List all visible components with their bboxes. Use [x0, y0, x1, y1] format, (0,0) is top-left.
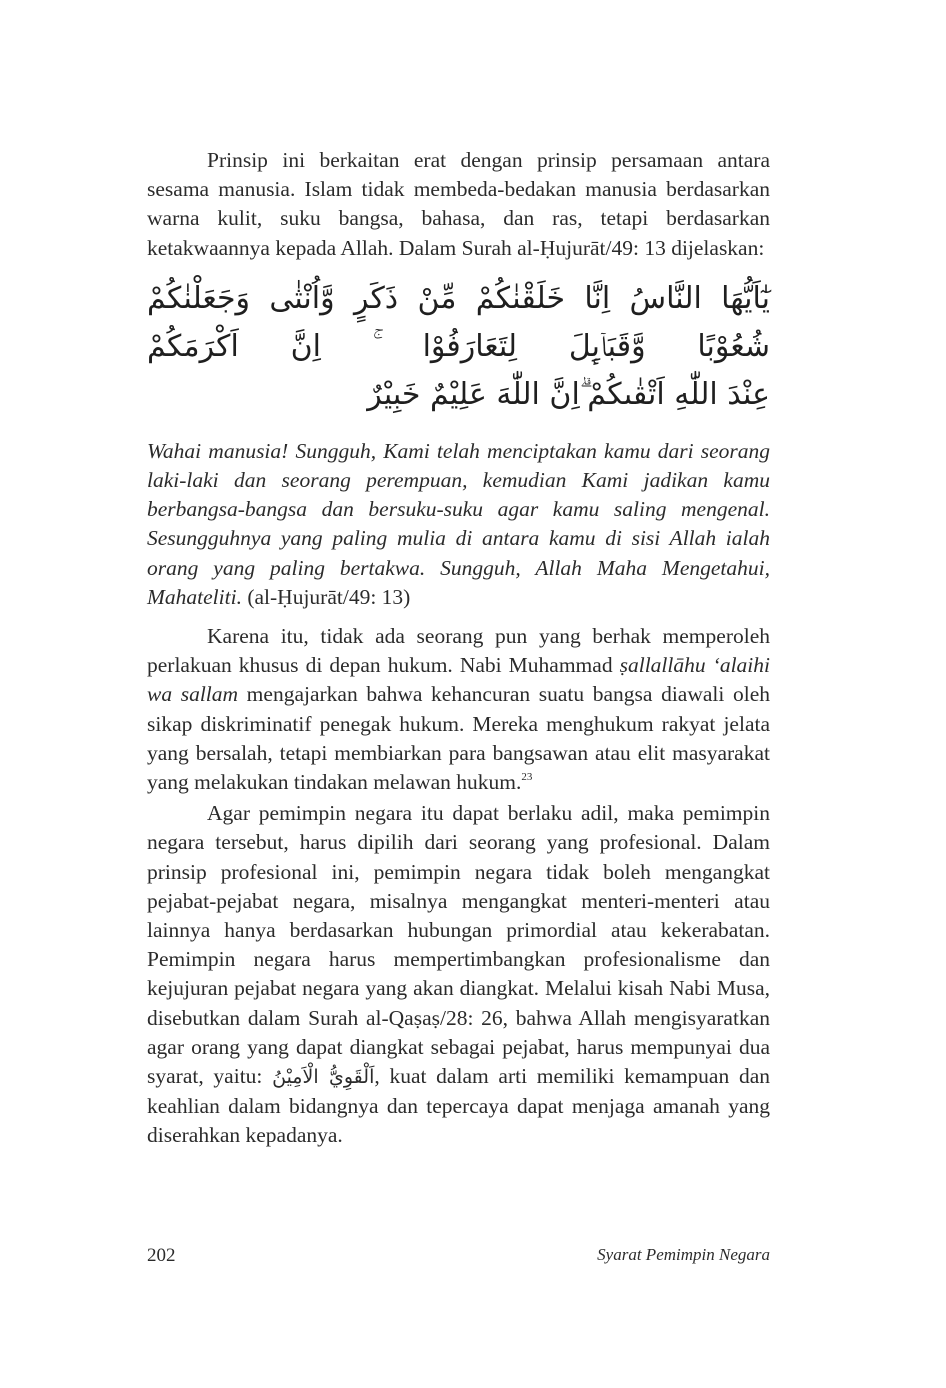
footnote-marker[interactable]: 23 — [521, 771, 533, 784]
paragraph-professional-text-1: Agar pemimpin negara itu dapat berlaku adil, maka pemimpin negara tersebut, harus dipilih dari seorang yang profesional. Dalam prinsip profesional ini, pemimpin negara tidak boleh mengangkat pejabat-pejabat negara, misalnya mengangkat menteri-menteri atau lainnya hanya berdasarkan hubungan primordial atau kekerabatan. Pemimpin negara harus mempertimbangkan profesionalisme dan kejujuran pejabat negara yang akan diangkat. Melalui kisah Nabi Musa, disebutkan dalam Surah al-Qaṣaṣ/28: 26, bahwa Allah mengisyaratkan agar orang yang dapat diangkat sebagai pejabat, harus mempunyai dua syarat, yaitu: — [147, 801, 770, 1089]
paragraph-law-text-1: Karena itu, tidak ada seorang pun yang berhak memperoleh perlakuan khusus di depan hukum. Nabi Muhammad — [147, 624, 770, 678]
verse-translation — [147, 437, 770, 612]
verse-line-1: يٰٓاَيُّهَا النَّاسُ اِنَّا خَلَقْنٰكُمْ مِّنْ ذَكَرٍ وَّاُنْثٰى وَجَعَلْنٰكُمْ شُعُوْبًا وَّقَبَاۤىِٕلَ لِتَعَارَفُوْا ۚ اِنَّ اَكْرَمَكُمْ — [147, 280, 770, 364]
arabic-term: اَلْقَوِيُّ الْاَمِيْنُ — [272, 1066, 375, 1089]
paragraph-intro: Prinsip ini berkaitan erat dengan prinsip persamaan antara sesama manusia. Islam tidak membeda-bedakan manusia berdasarkan warna kulit, suku bangsa, bahasa, dan ras, tetapi berdasarkan ketakwaannya kepada Allah. Dalam Surah al-Ḥujurāt/49: 13 dijelaskan: — [147, 148, 770, 260]
running-title: Syarat Pemimpin Negara — [597, 1245, 770, 1264]
paragraph-law-text-2: mengajarkan bahwa kehancuran suatu bangsa diawali oleh sikap diskriminatif penegak hukum. Mereka menghukum rakyat jelata yang bersalah, tetapi membiarkan para bangsawan atau elit masyarakat yang melakukan tindakan melawan hukum. — [147, 682, 771, 795]
honorific: ṣallallāhu ‘alaihi wa sallam — [147, 653, 770, 707]
translation-text: Wahai manusia! Sungguh, Kami telah menciptakan kamu dari seorang laki-laki dan seorang perempuan, kemudian Kami jadikan kamu berbangsa-bangsa dan bersuku-suku agar kamu saling mengenal. Sesungguhnya yang paling mulia di antara kamu di sisi Allah ialah orang yang paling bertakwa. Sungguh, Allah Maha Mengetahui, Mahateliti. — [147, 438, 770, 609]
paragraph-professional — [147, 799, 770, 1150]
translation-reference: (al-Ḥujurāt/49: 13) — [241, 584, 411, 609]
paragraph-professional-text-2: , kuat dalam arti memiliki kemampuan dan keahlian dalam bidangnya dan tepercaya dapat menjaga amanah yang diserahkan kepadanya. — [147, 1064, 770, 1148]
page-number: 202 — [147, 1245, 176, 1266]
quran-verse — [147, 275, 770, 419]
page-footer — [147, 1245, 770, 1275]
verse-line-2: عِنْدَ اللّٰهِ اَتْقٰىكُمْ ۗاِنَّ اللّٰهَ عَلِيْمٌ خَبِيْرٌ — [367, 376, 770, 412]
page-body — [147, 146, 770, 1151]
paragraph-law — [147, 622, 770, 797]
